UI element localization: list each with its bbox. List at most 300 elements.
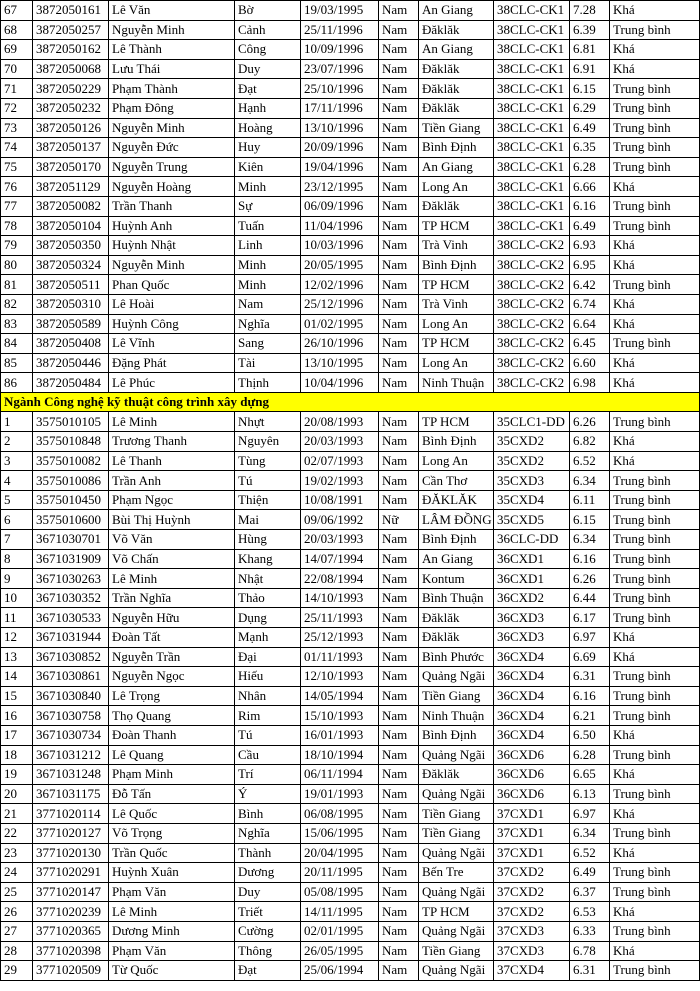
gpa-cell: 6.49	[570, 216, 610, 236]
last-middle-name-cell: Lưu Thái	[109, 59, 235, 79]
gender-cell: Nam	[379, 40, 419, 60]
gpa-cell: 6.82	[570, 432, 610, 452]
gender-cell: Nam	[379, 941, 419, 961]
class-code-cell: 37CXD2	[494, 882, 570, 902]
gpa-cell: 6.78	[570, 941, 610, 961]
gpa-cell: 6.49	[570, 118, 610, 138]
table-row	[1, 588, 700, 608]
gpa-cell: 6.35	[570, 138, 610, 158]
class-code-cell: 38CLC-CK2	[494, 373, 570, 393]
classification-cell: Khá	[610, 236, 700, 256]
class-code-cell: 38CLC-CK2	[494, 294, 570, 314]
table-row	[1, 628, 700, 648]
row-number-cell: 11	[1, 608, 33, 628]
classification-cell: Trung bình	[610, 196, 700, 216]
birth-date-cell: 15/06/1995	[301, 823, 379, 843]
class-code-cell: 35CLC1-DD	[494, 412, 570, 432]
gender-cell: Nam	[379, 1, 419, 21]
student-id-cell: 3671030852	[33, 647, 109, 667]
section-title: Ngành Công nghệ kỹ thuật công trình xây dựng	[1, 392, 700, 412]
classification-cell: Trung bình	[610, 412, 700, 432]
gpa-cell: 6.33	[570, 921, 610, 941]
table-row	[1, 843, 700, 863]
student-id-cell: 3872050310	[33, 294, 109, 314]
gpa-cell: 6.97	[570, 628, 610, 648]
class-code-cell: 38CLC-CK1	[494, 79, 570, 99]
classification-cell: Khá	[610, 255, 700, 275]
first-name-cell: Hiếu	[235, 667, 301, 687]
first-name-cell: Mai	[235, 510, 301, 530]
table-row	[1, 569, 700, 589]
province-cell: Tiền Giang	[419, 686, 494, 706]
gpa-cell: 6.53	[570, 902, 610, 922]
table-row	[1, 804, 700, 824]
student-id-cell: 3575010105	[33, 412, 109, 432]
gender-cell: Nam	[379, 667, 419, 687]
last-middle-name-cell: Trần Thanh	[109, 196, 235, 216]
table-row	[1, 549, 700, 569]
classification-cell: Trung bình	[610, 706, 700, 726]
table-row	[1, 432, 700, 452]
gender-cell: Nam	[379, 59, 419, 79]
gender-cell: Nam	[379, 765, 419, 785]
first-name-cell: Thông	[235, 941, 301, 961]
class-code-cell: 38CLC-CK2	[494, 236, 570, 256]
first-name-cell: Bờ	[235, 1, 301, 21]
student-id-cell: 3872050068	[33, 59, 109, 79]
class-code-cell: 37CXD1	[494, 843, 570, 863]
gpa-cell: 6.37	[570, 882, 610, 902]
classification-cell: Trung bình	[610, 745, 700, 765]
student-id-cell: 3575010600	[33, 510, 109, 530]
gpa-cell: 6.26	[570, 412, 610, 432]
province-cell: Bình Phước	[419, 647, 494, 667]
student-id-cell: 3771020147	[33, 882, 109, 902]
classification-cell: Khá	[610, 40, 700, 60]
first-name-cell: Nhân	[235, 686, 301, 706]
birth-date-cell: 20/05/1995	[301, 255, 379, 275]
province-cell: Quảng Ngãi	[419, 882, 494, 902]
last-middle-name-cell: Lê Vĩnh	[109, 334, 235, 354]
gender-cell: Nam	[379, 353, 419, 373]
student-id-cell: 3575010450	[33, 490, 109, 510]
gender-cell: Nam	[379, 784, 419, 804]
gpa-cell: 6.28	[570, 745, 610, 765]
last-middle-name-cell: Lê Thành	[109, 40, 235, 60]
row-number-cell: 70	[1, 59, 33, 79]
gender-cell: Nam	[379, 255, 419, 275]
gender-cell: Nam	[379, 804, 419, 824]
last-middle-name-cell: Nguyễn Hữu	[109, 608, 235, 628]
gpa-cell: 6.74	[570, 294, 610, 314]
gpa-cell: 6.81	[570, 40, 610, 60]
row-number-cell: 72	[1, 98, 33, 118]
classification-cell: Trung bình	[610, 882, 700, 902]
first-name-cell: Khang	[235, 549, 301, 569]
birth-date-cell: 23/07/1996	[301, 59, 379, 79]
row-number-cell: 79	[1, 236, 33, 256]
table-row	[1, 725, 700, 745]
gender-cell: Nam	[379, 236, 419, 256]
gpa-cell: 6.93	[570, 236, 610, 256]
province-cell: Đăklăk	[419, 79, 494, 99]
last-middle-name-cell: Đoàn Tất	[109, 628, 235, 648]
last-middle-name-cell: Phạm Ngọc	[109, 490, 235, 510]
first-name-cell: Trí	[235, 765, 301, 785]
first-name-cell: Tú	[235, 725, 301, 745]
student-id-cell: 3771020291	[33, 863, 109, 883]
row-number-cell: 82	[1, 294, 33, 314]
gpa-cell: 6.16	[570, 686, 610, 706]
row-number-cell: 29	[1, 961, 33, 981]
class-code-cell: 37CXD2	[494, 863, 570, 883]
classification-cell: Khá	[610, 647, 700, 667]
birth-date-cell: 20/11/1995	[301, 863, 379, 883]
row-number-cell: 8	[1, 549, 33, 569]
first-name-cell: Linh	[235, 236, 301, 256]
first-name-cell: Tài	[235, 353, 301, 373]
row-number-cell: 69	[1, 40, 33, 60]
gpa-cell: 6.49	[570, 863, 610, 883]
student-id-cell: 3671031175	[33, 784, 109, 804]
table-row	[1, 138, 700, 158]
table-row	[1, 353, 700, 373]
student-id-cell: 3872050137	[33, 138, 109, 158]
first-name-cell: Dụng	[235, 608, 301, 628]
class-code-cell: 38CLC-CK1	[494, 1, 570, 21]
gpa-cell: 6.64	[570, 314, 610, 334]
gpa-cell: 6.16	[570, 196, 610, 216]
birth-date-cell: 10/04/1996	[301, 373, 379, 393]
class-code-cell: 38CLC-CK1	[494, 40, 570, 60]
first-name-cell: Mạnh	[235, 628, 301, 648]
row-number-cell: 25	[1, 882, 33, 902]
student-id-cell: 3872050232	[33, 98, 109, 118]
last-middle-name-cell: Lê Hoài	[109, 294, 235, 314]
gpa-cell: 6.26	[570, 569, 610, 589]
first-name-cell: Hùng	[235, 530, 301, 550]
student-id-cell: 3872050162	[33, 40, 109, 60]
table-row	[1, 961, 700, 981]
birth-date-cell: 02/01/1995	[301, 921, 379, 941]
row-number-cell: 28	[1, 941, 33, 961]
first-name-cell: Đạt	[235, 961, 301, 981]
last-middle-name-cell: Lê Minh	[109, 412, 235, 432]
student-id-cell: 3671030352	[33, 588, 109, 608]
gpa-cell: 6.21	[570, 706, 610, 726]
last-middle-name-cell: Nguyễn Hoàng	[109, 177, 235, 197]
student-id-cell: 3671031212	[33, 745, 109, 765]
student-id-cell: 3671030861	[33, 667, 109, 687]
class-code-cell: 35CXD2	[494, 451, 570, 471]
row-number-cell: 17	[1, 725, 33, 745]
last-middle-name-cell: Lê Minh	[109, 902, 235, 922]
first-name-cell: Nhật	[235, 569, 301, 589]
classification-cell: Khá	[610, 902, 700, 922]
classification-cell: Trung bình	[610, 275, 700, 295]
student-id-cell: 3872050484	[33, 373, 109, 393]
classification-cell: Trung bình	[610, 784, 700, 804]
row-number-cell: 83	[1, 314, 33, 334]
class-code-cell: 38CLC-CK2	[494, 353, 570, 373]
row-number-cell: 1	[1, 412, 33, 432]
class-code-cell: 38CLC-CK1	[494, 196, 570, 216]
row-number-cell: 75	[1, 157, 33, 177]
last-middle-name-cell: Lê Quốc	[109, 804, 235, 824]
birth-date-cell: 10/09/1996	[301, 40, 379, 60]
first-name-cell: Bình	[235, 804, 301, 824]
gpa-cell: 6.65	[570, 765, 610, 785]
classification-cell: Trung bình	[610, 118, 700, 138]
birth-date-cell: 20/03/1993	[301, 432, 379, 452]
classification-cell: Trung bình	[610, 138, 700, 158]
student-id-cell: 3575010086	[33, 471, 109, 491]
gpa-cell: 6.15	[570, 510, 610, 530]
student-id-cell: 3671031909	[33, 549, 109, 569]
classification-cell: Trung bình	[610, 921, 700, 941]
table-row	[1, 530, 700, 550]
row-number-cell: 15	[1, 686, 33, 706]
table-row	[1, 882, 700, 902]
table-row	[1, 177, 700, 197]
birth-date-cell: 19/01/1993	[301, 784, 379, 804]
student-id-cell: 3872050408	[33, 334, 109, 354]
first-name-cell: Hạnh	[235, 98, 301, 118]
gender-cell: Nam	[379, 432, 419, 452]
province-cell: Bình Định	[419, 725, 494, 745]
table-row	[1, 490, 700, 510]
birth-date-cell: 10/08/1991	[301, 490, 379, 510]
birth-date-cell: 13/10/1995	[301, 353, 379, 373]
classification-cell: Trung bình	[610, 20, 700, 40]
student-id-cell: 3872050082	[33, 196, 109, 216]
classification-cell: Khá	[610, 725, 700, 745]
classification-cell: Khá	[610, 765, 700, 785]
row-number-cell: 18	[1, 745, 33, 765]
gpa-cell: 6.11	[570, 490, 610, 510]
table-row	[1, 451, 700, 471]
row-number-cell: 73	[1, 118, 33, 138]
first-name-cell: Triết	[235, 902, 301, 922]
student-id-cell: 3771020130	[33, 843, 109, 863]
birth-date-cell: 12/10/1993	[301, 667, 379, 687]
last-middle-name-cell: Đoàn Thanh	[109, 725, 235, 745]
last-middle-name-cell: Nguyễn Minh	[109, 20, 235, 40]
row-number-cell: 16	[1, 706, 33, 726]
last-middle-name-cell: Trần Anh	[109, 471, 235, 491]
gpa-cell: 6.50	[570, 725, 610, 745]
class-code-cell: 37CXD4	[494, 961, 570, 981]
class-code-cell: 35CXD4	[494, 490, 570, 510]
first-name-cell: Minh	[235, 275, 301, 295]
table-row	[1, 118, 700, 138]
gender-cell: Nam	[379, 471, 419, 491]
row-number-cell: 74	[1, 138, 33, 158]
classification-cell: Trung bình	[610, 667, 700, 687]
student-id-cell: 3575010082	[33, 451, 109, 471]
first-name-cell: Nhựt	[235, 412, 301, 432]
birth-date-cell: 16/01/1993	[301, 725, 379, 745]
table-row	[1, 216, 700, 236]
last-middle-name-cell: Dương Minh	[109, 921, 235, 941]
birth-date-cell: 20/04/1995	[301, 843, 379, 863]
province-cell: Long An	[419, 177, 494, 197]
class-code-cell: 36CXD4	[494, 647, 570, 667]
table-row	[1, 667, 700, 687]
first-name-cell: Rim	[235, 706, 301, 726]
table-row	[1, 157, 700, 177]
student-id-cell: 3575010848	[33, 432, 109, 452]
province-cell: Bình Định	[419, 530, 494, 550]
row-number-cell: 81	[1, 275, 33, 295]
province-cell: Ninh Thuận	[419, 706, 494, 726]
student-id-cell: 3771020365	[33, 921, 109, 941]
student-id-cell: 3872050589	[33, 314, 109, 334]
table-row	[1, 1, 700, 21]
birth-date-cell: 20/08/1993	[301, 412, 379, 432]
row-number-cell: 78	[1, 216, 33, 236]
birth-date-cell: 11/04/1996	[301, 216, 379, 236]
row-number-cell: 71	[1, 79, 33, 99]
birth-date-cell: 14/11/1995	[301, 902, 379, 922]
gender-cell: Nam	[379, 79, 419, 99]
gpa-cell: 6.16	[570, 549, 610, 569]
gender-cell: Nam	[379, 98, 419, 118]
first-name-cell: Thành	[235, 843, 301, 863]
section-header-row	[1, 392, 700, 412]
gender-cell: Nam	[379, 823, 419, 843]
gender-cell: Nam	[379, 608, 419, 628]
student-id-cell: 3872050161	[33, 1, 109, 21]
last-middle-name-cell: Đặng Phát	[109, 353, 235, 373]
gender-cell: Nam	[379, 882, 419, 902]
table-row	[1, 98, 700, 118]
first-name-cell: Hoàng	[235, 118, 301, 138]
gender-cell: Nam	[379, 294, 419, 314]
last-middle-name-cell: Thọ Quang	[109, 706, 235, 726]
birth-date-cell: 02/07/1993	[301, 451, 379, 471]
gpa-cell: 7.28	[570, 1, 610, 21]
class-code-cell: 35CXD3	[494, 471, 570, 491]
province-cell: An Giang	[419, 157, 494, 177]
last-middle-name-cell: Phạm Văn	[109, 941, 235, 961]
gender-cell: Nam	[379, 177, 419, 197]
class-code-cell: 37CXD3	[494, 941, 570, 961]
gpa-cell: 6.39	[570, 20, 610, 40]
last-middle-name-cell: Nguyễn Trần	[109, 647, 235, 667]
province-cell: Trà Vinh	[419, 294, 494, 314]
gender-cell: Nam	[379, 334, 419, 354]
table-row	[1, 236, 700, 256]
student-id-cell: 3872050324	[33, 255, 109, 275]
gender-cell: Nam	[379, 706, 419, 726]
classification-cell: Trung bình	[610, 686, 700, 706]
row-number-cell: 4	[1, 471, 33, 491]
row-number-cell: 14	[1, 667, 33, 687]
last-middle-name-cell: Lê Thanh	[109, 451, 235, 471]
last-middle-name-cell: Đỗ Tấn	[109, 784, 235, 804]
birth-date-cell: 05/08/1995	[301, 882, 379, 902]
gpa-cell: 6.31	[570, 961, 610, 981]
gpa-cell: 6.15	[570, 79, 610, 99]
birth-date-cell: 09/06/1992	[301, 510, 379, 530]
student-id-cell: 3872050170	[33, 157, 109, 177]
student-id-cell: 3872050511	[33, 275, 109, 295]
table-row	[1, 255, 700, 275]
table-row	[1, 706, 700, 726]
gender-cell: Nam	[379, 863, 419, 883]
class-code-cell: 36CXD1	[494, 549, 570, 569]
classification-cell: Trung bình	[610, 79, 700, 99]
classification-cell: Khá	[610, 843, 700, 863]
class-code-cell: 38CLC-CK1	[494, 98, 570, 118]
last-middle-name-cell: Phạm Đông	[109, 98, 235, 118]
last-middle-name-cell: Trương Thanh	[109, 432, 235, 452]
student-id-cell: 3671031248	[33, 765, 109, 785]
first-name-cell: Duy	[235, 882, 301, 902]
province-cell: Long An	[419, 451, 494, 471]
table-row	[1, 921, 700, 941]
class-code-cell: 38CLC-CK1	[494, 216, 570, 236]
province-cell: TP HCM	[419, 275, 494, 295]
province-cell: Cần Thơ	[419, 471, 494, 491]
gpa-cell: 6.42	[570, 275, 610, 295]
class-code-cell: 37CXD1	[494, 804, 570, 824]
row-number-cell: 76	[1, 177, 33, 197]
class-code-cell: 36CXD6	[494, 784, 570, 804]
province-cell: Đăklăk	[419, 98, 494, 118]
first-name-cell: Nam	[235, 294, 301, 314]
student-id-cell: 3771020239	[33, 902, 109, 922]
gender-cell: Nam	[379, 216, 419, 236]
row-number-cell: 9	[1, 569, 33, 589]
province-cell: Đăklăk	[419, 765, 494, 785]
classification-cell: Khá	[610, 1, 700, 21]
table-row	[1, 275, 700, 295]
classification-cell: Trung bình	[610, 961, 700, 981]
province-cell: Kontum	[419, 569, 494, 589]
birth-date-cell: 19/04/1996	[301, 157, 379, 177]
table-row	[1, 784, 700, 804]
first-name-cell: Thịnh	[235, 373, 301, 393]
last-middle-name-cell: Nguyễn Minh	[109, 255, 235, 275]
gpa-cell: 6.69	[570, 647, 610, 667]
row-number-cell: 84	[1, 334, 33, 354]
student-id-cell: 3671030758	[33, 706, 109, 726]
gender-cell: Nam	[379, 628, 419, 648]
gender-cell: Nam	[379, 745, 419, 765]
gender-cell: Nam	[379, 961, 419, 981]
row-number-cell: 24	[1, 863, 33, 883]
province-cell: Quảng Ngãi	[419, 961, 494, 981]
province-cell: Đăklăk	[419, 59, 494, 79]
classification-cell: Trung bình	[610, 823, 700, 843]
first-name-cell: Thiện	[235, 490, 301, 510]
first-name-cell: Nguyên	[235, 432, 301, 452]
last-middle-name-cell: Huỳnh Nhật	[109, 236, 235, 256]
gpa-cell: 6.91	[570, 59, 610, 79]
birth-date-cell: 20/09/1996	[301, 138, 379, 158]
birth-date-cell: 13/10/1996	[301, 118, 379, 138]
class-code-cell: 36CXD4	[494, 725, 570, 745]
classification-cell: Khá	[610, 804, 700, 824]
gpa-cell: 6.52	[570, 843, 610, 863]
student-id-cell: 3671030533	[33, 608, 109, 628]
province-cell: Tiền Giang	[419, 941, 494, 961]
gpa-cell: 6.28	[570, 157, 610, 177]
table-row	[1, 40, 700, 60]
row-number-cell: 23	[1, 843, 33, 863]
